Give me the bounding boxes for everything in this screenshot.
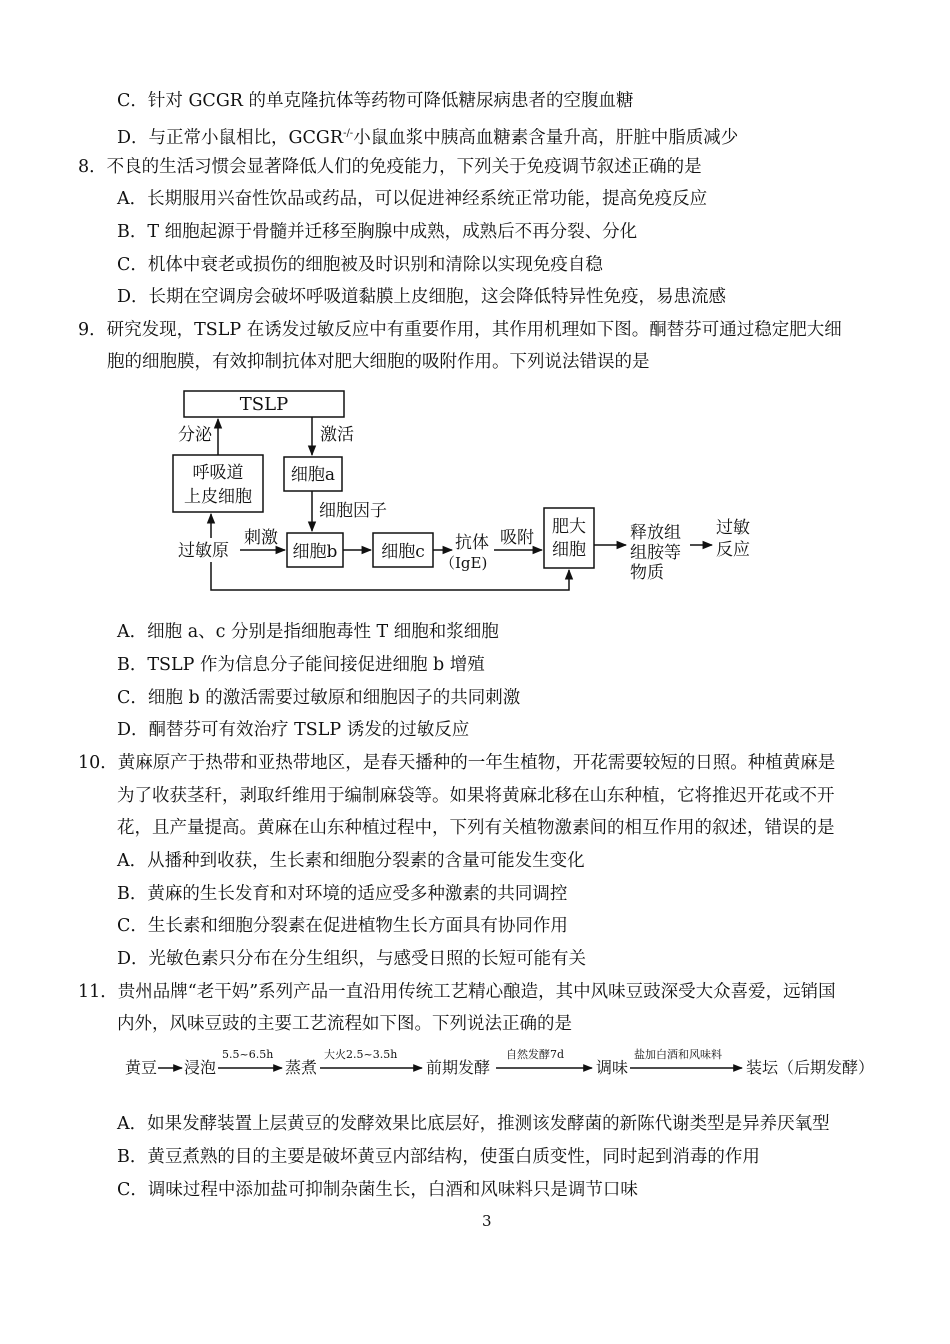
adsorb-label: 吸附 xyxy=(500,528,534,548)
cell-a-label: 细胞a xyxy=(290,465,336,485)
ige-label: （IgE) xyxy=(440,554,488,572)
release-label-3: 物质 xyxy=(630,563,664,583)
tslp-label: TSLP xyxy=(239,394,289,415)
q11-option-a: A．如果发酵装置上层黄豆的发酵效果比底层好，推测该发酵菌的新陈代谢类型是异养厌氧型 xyxy=(117,1114,830,1134)
q7-option-c: C．针对 GCGR 的单克隆抗体等药物可降低糖尿病患者的空腹血糖 xyxy=(117,91,634,111)
tslp-mechanism-diagram xyxy=(0,0,950,620)
allergy-label-1: 过敏 xyxy=(716,518,750,538)
allergen-bottom-path xyxy=(211,562,569,590)
flow-label-steam-time: 大火2.5~3.5h xyxy=(324,1048,398,1061)
q8-option-b: B．T 细胞起源于骨髓并迁移至胸腺中成熟，成熟后不再分裂、分化 xyxy=(117,222,638,242)
q8-option-a: A．长期服用兴奋性饮品或药品，可以促进神经系统正常功能，提高免疫反应 xyxy=(117,189,708,209)
cytokine-label: 细胞因子 xyxy=(319,501,387,521)
flow-step-season: 调味 xyxy=(596,1058,629,1077)
secrete-label: 分泌 xyxy=(178,425,212,445)
q9-option-a: A．细胞 a、c 分别是指细胞毒性 T 细胞和浆细胞 xyxy=(117,622,499,642)
q7-option-d-text-a: D．与正常小鼠相比，GCGR xyxy=(117,127,344,148)
q9-option-b: B．TSLP 作为信息分子能间接促进细胞 b 增殖 xyxy=(117,655,485,675)
q9-option-c: C．细胞 b 的激活需要过敏原和细胞因子的共同刺激 xyxy=(117,688,521,708)
cell-b-label: 细胞b xyxy=(292,542,338,562)
flow-step-soybean: 黄豆 xyxy=(125,1058,158,1077)
antibody-label: 抗体 xyxy=(455,533,489,553)
q10-option-b: B．黄麻的生长发育和对环境的适应受多种激素的共同调控 xyxy=(117,884,568,904)
cell-c-label: 细胞c xyxy=(381,542,425,562)
epithelial-label-2: 上皮细胞 xyxy=(184,487,252,507)
q7-option-d-superscript: -/- xyxy=(343,128,354,139)
q10-stem-line1: 10．黄麻原产于热带和亚热带地区，是春天播种的一年生植物，开花需要较短的日照。种植黄麻是 xyxy=(78,753,836,773)
q11-option-b: B．黄豆煮熟的目的主要是破坏黄豆内部结构，使蛋白质变性，同时起到消毒的作用 xyxy=(117,1147,760,1167)
q10-stem-line3: 花，且产量提高。黄麻在山东种植过程中，下列有关植物激素间的相互作用的叙述，错误的是 xyxy=(117,818,835,838)
stimulate-label: 刺激 xyxy=(244,528,278,548)
allergen-label: 过敏原 xyxy=(178,541,229,561)
q8-stem: 8．不良的生活习惯会显著降低人们的免疫能力，下列关于免疫调节叙述正确的是 xyxy=(78,157,702,177)
flow-step-early-ferment: 前期发酵 xyxy=(426,1058,491,1077)
flow-step-jar: 装坛（后期发酵） xyxy=(746,1058,875,1077)
q10-stem-line2: 为了收获茎秆，剥取纤维用于编制麻袋等。如果将黄麻北移在山东种植，它将推迟开花或不开 xyxy=(117,786,835,806)
flow-label-soak-time: 5.5~6.5h xyxy=(222,1048,274,1061)
q8-option-c: C．机体中衰老或损伤的细胞被及时识别和清除以实现免疫自稳 xyxy=(117,255,603,275)
epithelial-label-1: 呼吸道 xyxy=(192,463,244,483)
page-number: 3 xyxy=(482,1212,492,1230)
flow-step-soak: 浸泡 xyxy=(184,1058,217,1077)
flow-label-season-additives: 盐加白酒和风味料 xyxy=(634,1048,722,1061)
q9-stem-line2: 胞的细胞膜，有效抑制抗体对肥大细胞的吸附作用。下列说法错误的是 xyxy=(107,352,650,372)
flow-step-steam: 蒸煮 xyxy=(285,1058,318,1077)
q7-option-d-text-b: 小鼠血浆中胰高血糖素含量升高，肝脏中脂质减少 xyxy=(353,127,739,148)
q10-option-a: A．从播种到收获，生长素和细胞分裂素的含量可能发生变化 xyxy=(117,851,585,871)
q9-option-d: D．酮替芬可有效治疗 TSLP 诱发的过敏反应 xyxy=(117,720,470,740)
release-label-1: 释放组 xyxy=(630,523,681,543)
q11-stem-line2: 内外，风味豆豉的主要工艺流程如下图。下列说法正确的是 xyxy=(117,1014,572,1034)
release-label-2: 组胺等 xyxy=(630,543,681,563)
flow-label-ferment-time: 自然发酵7d xyxy=(506,1048,565,1061)
q9-stem-line1: 9．研究发现，TSLP 在诱发过敏反应中有重要作用，其作用机理如下图。酮替芬可通过稳定肥大细 xyxy=(78,320,842,340)
q11-stem-line1: 11．贵州品牌“老干妈”系列产品一直沿用传统工艺精心酿造，其中风味豆豉深受大众喜爱，远销国 xyxy=(78,982,836,1002)
mast-cell-label-2: 细胞 xyxy=(552,540,586,560)
q8-option-d: D．长期在空调房会破坏呼吸道黏膜上皮细胞，这会降低特异性免疫，易患流感 xyxy=(117,287,727,307)
activate-label: 激活 xyxy=(320,425,354,445)
q10-option-c: C．生长素和细胞分裂素在促进植物生长方面具有协同作用 xyxy=(117,916,568,936)
fermentation-flow-diagram xyxy=(0,1040,950,1085)
allergy-label-2: 反应 xyxy=(716,540,750,560)
q10-option-d: D．光敏色素只分布在分生组织，与感受日照的长短可能有关 xyxy=(117,949,587,969)
mast-cell-label-1: 肥大 xyxy=(552,517,586,537)
q11-option-c: C．调味过程中添加盐可抑制杂菌生长，白酒和风味料只是调节口味 xyxy=(117,1180,638,1200)
